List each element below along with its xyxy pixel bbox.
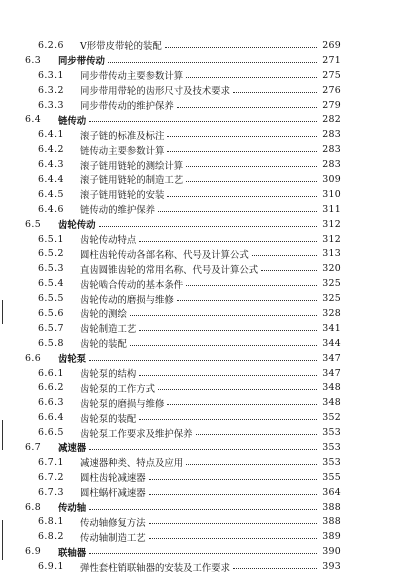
- toc-entry-title: 减速器种类、特点及应用: [80, 458, 184, 470]
- toc-subsection-entry: [0, 157, 404, 172]
- toc-entry-title: 齿轮泵工作要求及维护保养: [80, 428, 193, 440]
- dot-leader: [167, 151, 317, 152]
- toc-entry-number: 6.4.4: [38, 173, 64, 185]
- toc-entry-page-number: 282: [322, 114, 341, 126]
- toc-entry-page-number: 328: [322, 307, 341, 319]
- toc-entry-title: 传动轴修复方法: [80, 517, 146, 529]
- toc-entry-title: 减速器: [58, 443, 87, 455]
- toc-entry-page-number: 353: [322, 441, 341, 453]
- toc-subsection-entry: [0, 515, 404, 530]
- toc-entry-number: 6.8.1: [38, 516, 64, 528]
- toc-entry-page-number: 393: [322, 561, 341, 573]
- toc-entry-title: 滚子链用链轮的制造工艺: [80, 175, 184, 187]
- toc-subsection-entry: [0, 202, 404, 217]
- dot-leader: [149, 479, 317, 480]
- toc-entry-title: 圆柱齿轮传动各部名称、代号及计算公式: [80, 249, 249, 261]
- dot-leader: [233, 92, 317, 93]
- toc-entry-number: 6.8.2: [38, 531, 64, 543]
- table-of-contents: [0, 38, 404, 574]
- toc-entry-title: 滚子链用链轮的测绘计算: [80, 160, 184, 172]
- toc-entry-number: 6.2.6: [38, 39, 64, 51]
- toc-entry-number: 6.6.3: [38, 397, 64, 409]
- dot-leader: [261, 270, 317, 271]
- toc-entry-title: 齿轮传动的磨损与维修: [80, 294, 174, 306]
- dot-leader: [158, 211, 317, 212]
- toc-entry-number: 6.6.4: [38, 412, 64, 424]
- toc-subsection-entry: [0, 380, 404, 395]
- toc-entry-page-number: 312: [322, 233, 341, 245]
- dot-leader: [167, 404, 317, 405]
- toc-entry-number: 6.5.2: [38, 248, 64, 260]
- dot-leader: [167, 196, 317, 197]
- dot-leader: [196, 434, 317, 435]
- toc-entry-number: 6.5: [25, 218, 42, 230]
- toc-subsection-entry: [0, 172, 404, 187]
- toc-entry-title: 齿轮泵: [58, 354, 87, 366]
- toc-entry-page-number: 269: [322, 39, 341, 51]
- toc-entry-number: 6.9.1: [38, 561, 64, 573]
- toc-entry-page-number: 348: [322, 397, 341, 409]
- toc-entry-title: 链传动: [58, 115, 87, 127]
- toc-entry-title: 圆柱蜗杆减速器: [80, 488, 146, 500]
- toc-entry-page-number: 309: [322, 173, 341, 185]
- toc-entry-page-number: 279: [322, 99, 341, 111]
- dot-leader: [139, 241, 317, 242]
- dot-leader: [130, 345, 317, 346]
- dot-leader: [89, 553, 317, 554]
- toc-subsection-entry: [0, 187, 404, 202]
- toc-entry-title: 同步带用带轮的齿形尺寸及技术要求: [80, 86, 231, 98]
- dot-leader: [167, 136, 317, 137]
- toc-section-entry: [0, 351, 404, 366]
- toc-entry-page-number: 389: [322, 531, 341, 543]
- toc-subsection-entry: [0, 142, 404, 157]
- dot-leader: [233, 568, 317, 569]
- toc-entry-page-number: 283: [322, 159, 341, 171]
- toc-subsection-entry: [0, 410, 404, 425]
- toc-entry-title: 弹性套柱销联轴器的安装及工作要求: [80, 562, 231, 574]
- toc-section-entry: [0, 112, 404, 127]
- toc-entry-page-number: 283: [322, 129, 341, 141]
- toc-entry-title: 直齿圆锥齿轮的常用名称、代号及计算公式: [80, 264, 259, 276]
- toc-entry-number: 6.5.8: [38, 337, 64, 349]
- toc-entry-page-number: 388: [322, 501, 341, 513]
- toc-entry-title: 齿轮传动特点: [80, 235, 137, 247]
- toc-entry-page-number: 353: [322, 456, 341, 468]
- toc-entry-title: 滚子链用链轮的安装: [80, 190, 165, 202]
- toc-subsection-entry: [0, 529, 404, 544]
- toc-section-entry: [0, 440, 404, 455]
- toc-entry-page-number: 388: [322, 516, 341, 528]
- dot-leader: [139, 330, 317, 331]
- toc-section-entry: [0, 544, 404, 559]
- toc-entry-number: 6.4: [25, 114, 42, 126]
- toc-entry-number: 6.7.3: [38, 486, 64, 498]
- toc-entry-number: 6.6: [25, 352, 42, 364]
- toc-entry-page-number: 271: [322, 54, 341, 66]
- toc-entry-title: 同步带传动的维护保养: [80, 101, 174, 112]
- toc-subsection-entry: [0, 276, 404, 291]
- toc-entry-number: 6.6.5: [38, 427, 64, 439]
- toc-entry-page-number: 344: [322, 337, 341, 349]
- toc-entry-page-number: 310: [322, 188, 341, 200]
- dot-leader: [186, 464, 317, 465]
- toc-entry-page-number: 347: [322, 367, 341, 379]
- dot-leader: [149, 523, 317, 524]
- toc-subsection-entry: [0, 336, 404, 351]
- toc-entry-title: V形带皮带轮的装配: [80, 41, 162, 53]
- toc-subsection-entry: [0, 485, 404, 500]
- toc-entry-title: 齿轮泵的磨损与维修: [80, 398, 165, 410]
- dot-leader: [89, 121, 317, 122]
- toc-subsection-entry: [0, 38, 404, 53]
- toc-subsection-entry: [0, 425, 404, 440]
- toc-entry-number: 6.4.1: [38, 129, 64, 141]
- toc-entry-number: 6.5.3: [38, 263, 64, 275]
- toc-entry-number: 6.7: [25, 441, 42, 453]
- toc-entry-title: 圆柱齿轮减速器: [80, 473, 146, 485]
- toc-entry-number: 6.3.2: [38, 84, 64, 96]
- toc-subsection-entry: [0, 470, 404, 485]
- toc-entry-page-number: 313: [322, 248, 341, 260]
- toc-entry-page-number: 325: [322, 293, 341, 305]
- toc-entry-title: 联轴器: [58, 547, 87, 559]
- dot-leader: [158, 389, 317, 390]
- toc-entry-title: 齿轮传动: [58, 220, 96, 232]
- toc-subsection-entry: [0, 395, 404, 410]
- dot-leader: [177, 300, 317, 301]
- toc-entry-number: 6.5.4: [38, 278, 64, 290]
- toc-entry-title: 齿轮的测绘: [80, 309, 127, 321]
- toc-entry-number: 6.5.6: [38, 307, 64, 319]
- dot-leader: [149, 538, 317, 539]
- toc-subsection-entry: [0, 366, 404, 381]
- toc-entry-page-number: 312: [322, 218, 341, 230]
- toc-entry-number: 6.5.5: [38, 293, 64, 305]
- toc-entry-number: 6.3.1: [38, 69, 64, 81]
- dot-leader: [186, 77, 317, 78]
- toc-entry-page-number: 283: [322, 144, 341, 156]
- dot-leader: [89, 449, 317, 450]
- dot-leader: [99, 226, 317, 227]
- toc-entry-page-number: 348: [322, 382, 341, 394]
- toc-entry-page-number: 352: [322, 412, 341, 424]
- toc-entry-number: 6.3.3: [38, 99, 64, 111]
- toc-entry-number: 6.8: [25, 501, 42, 513]
- toc-entry-page-number: 325: [322, 278, 341, 290]
- toc-subsection-entry: [0, 98, 404, 113]
- toc-subsection-entry: [0, 321, 404, 336]
- toc-entry-page-number: 275: [322, 69, 341, 81]
- toc-entry-number: 6.5.1: [38, 233, 64, 245]
- toc-subsection-entry: [0, 291, 404, 306]
- dot-leader: [177, 107, 317, 108]
- toc-entry-title: 齿轮泵的结构: [80, 369, 137, 381]
- toc-entry-title: 链传动的维护保养: [80, 205, 156, 217]
- dot-leader: [186, 166, 317, 167]
- dot-leader: [130, 315, 317, 316]
- toc-entry-title: 链传动主要参数计算: [80, 145, 165, 157]
- toc-entry-title: 传动轴制造工艺: [80, 532, 146, 544]
- dot-leader: [165, 47, 317, 48]
- toc-entry-page-number: 390: [322, 546, 341, 558]
- toc-entry-title: 齿轮泵的工作方式: [80, 383, 156, 395]
- toc-subsection-entry: [0, 455, 404, 470]
- toc-entry-number: 6.4.5: [38, 188, 64, 200]
- toc-entry-title: 滚子链的标准及标注: [80, 130, 165, 142]
- toc-entry-title: 传动轴: [58, 503, 87, 515]
- toc-entry-title: 同步带传动: [58, 56, 105, 68]
- dot-leader: [108, 62, 317, 63]
- toc-entry-title: 齿轮啮合传动的基本条件: [80, 279, 184, 291]
- toc-entry-title: 齿轮的装配: [80, 339, 127, 351]
- toc-section-entry: [0, 53, 404, 68]
- toc-entry-page-number: 353: [322, 427, 341, 439]
- dot-leader: [89, 509, 317, 510]
- toc-entry-page-number: 276: [322, 84, 341, 96]
- toc-subsection-entry: [0, 68, 404, 83]
- toc-entry-page-number: 355: [322, 471, 341, 483]
- dot-leader: [139, 375, 317, 376]
- dot-leader: [252, 255, 317, 256]
- dot-leader: [186, 285, 317, 286]
- dot-leader: [139, 419, 317, 420]
- toc-entry-number: 6.4.2: [38, 144, 64, 156]
- toc-entry-number: 6.6.1: [38, 367, 64, 379]
- toc-entry-number: 6.4.6: [38, 203, 64, 215]
- toc-subsection-entry: [0, 306, 404, 321]
- toc-entry-title: 齿轮制造工艺: [80, 324, 137, 336]
- toc-subsection-entry: [0, 246, 404, 261]
- toc-entry-title: 同步带传动主要参数计算: [80, 71, 184, 83]
- dot-leader: [149, 494, 317, 495]
- toc-entry-page-number: 347: [322, 352, 341, 364]
- toc-entry-title: 齿轮泵的装配: [80, 413, 137, 425]
- toc-subsection-entry: [0, 127, 404, 142]
- toc-section-entry: [0, 217, 404, 232]
- toc-subsection-entry: [0, 232, 404, 247]
- dot-leader: [89, 360, 317, 361]
- toc-entry-number: 6.6.2: [38, 382, 64, 394]
- toc-entry-page-number: 320: [322, 263, 341, 275]
- toc-subsection-entry: [0, 559, 404, 574]
- toc-entry-number: 6.5.7: [38, 322, 64, 334]
- toc-entry-number: 6.4.3: [38, 159, 64, 171]
- toc-section-entry: [0, 500, 404, 515]
- toc-subsection-entry: [0, 83, 404, 98]
- toc-entry-number: 6.7.2: [38, 471, 64, 483]
- dot-leader: [186, 181, 317, 182]
- toc-entry-page-number: 311: [322, 203, 341, 215]
- toc-entry-page-number: 341: [322, 322, 341, 334]
- toc-entry-number: 6.9: [25, 546, 42, 558]
- toc-entry-number: 6.7.1: [38, 456, 64, 468]
- toc-subsection-entry: [0, 261, 404, 276]
- toc-entry-number: 6.3: [25, 54, 42, 66]
- toc-entry-page-number: 364: [322, 486, 341, 498]
